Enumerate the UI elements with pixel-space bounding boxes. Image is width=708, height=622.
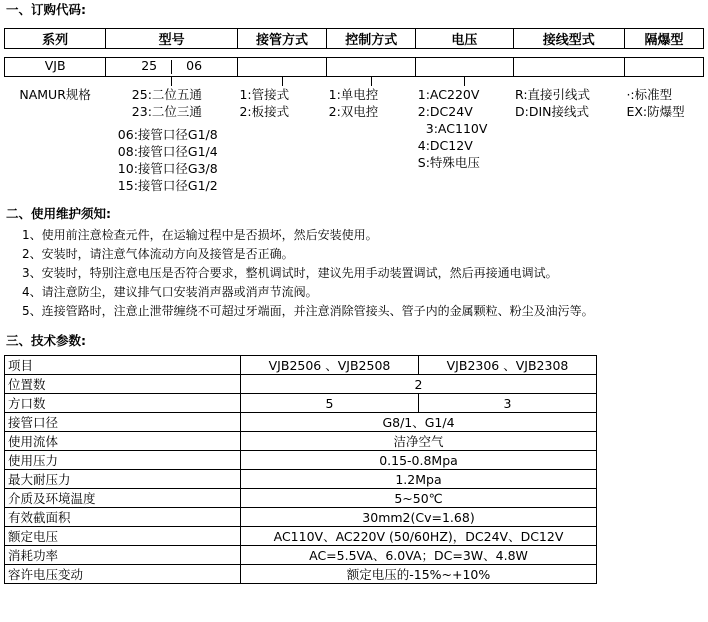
pipe-option-1: 2:板接式 (239, 104, 290, 119)
header-control-type: 控制方式 (327, 29, 416, 49)
voltage-option-3: 4:DC12V (417, 138, 473, 153)
control-option-1: 2:双电控 (328, 104, 379, 119)
code-box-control-type (327, 58, 416, 77)
spec-table (4, 355, 705, 584)
order-code-section-title: 一、订购代码: (6, 2, 86, 17)
spec-label-7: 有效截面积 (5, 508, 241, 527)
order-spacer-row-1 (5, 49, 704, 58)
table-row (5, 375, 705, 394)
code-model-divider (171, 60, 172, 74)
header-wiring-type: 接线型式 (513, 29, 624, 49)
spec-label-2: 接管口径 (5, 413, 241, 432)
spec-label-9: 消耗功率 (5, 546, 241, 565)
order-code-table (4, 28, 704, 194)
spec-section (0, 331, 708, 584)
control-options-cell (327, 86, 416, 194)
spec-header-item: 项目 (5, 356, 241, 375)
notes-section (0, 204, 708, 321)
table-row (5, 546, 705, 565)
order-options-row (5, 86, 704, 194)
model-option-5: 10:接管口径G3/8 (117, 161, 218, 176)
spec-label-10: 容许电压变动 (5, 565, 241, 584)
model-option-4: 08:接管口径G1/4 (117, 144, 218, 159)
table-row (5, 527, 705, 546)
header-explosion-proof: 隔爆型 (624, 29, 703, 49)
header-pipe-type: 接管方式 (237, 29, 326, 49)
spec-header-col1: VJB2506 、VJB2508 (241, 356, 419, 375)
spec-value-10: 额定电压的-15%~+10% (241, 565, 597, 584)
voltage-option-2: 3:AC110V (425, 121, 488, 136)
table-row (5, 451, 705, 470)
spec-value-1b: 3 (419, 394, 597, 413)
model-options-cell (106, 86, 238, 194)
model-option-0: 25:二位五通 (131, 87, 202, 102)
order-tick-row (5, 77, 704, 87)
code-box-wiring-type (513, 58, 624, 77)
explosion-options-cell (624, 86, 703, 194)
explosion-option-0: ·:标准型 (626, 87, 673, 102)
spec-header-col2: VJB2306 、VJB2308 (419, 356, 597, 375)
code-box-pipe-type (237, 58, 326, 77)
order-code-boxes-row (5, 58, 704, 77)
spec-value-0: 2 (241, 375, 597, 394)
spec-value-2: G8/1、G1/4 (241, 413, 597, 432)
tick-pipe (282, 77, 283, 86)
code-box-series: VJB (5, 58, 106, 77)
table-row (5, 394, 705, 413)
model-option-3: 06:接管口径G1/8 (117, 127, 218, 142)
note-line-1: 1、使用前注意检查元件，在运输过程中是否损坏，然后安装使用。 (22, 228, 378, 242)
pipe-options-cell (237, 86, 326, 194)
table-row (5, 565, 705, 584)
header-model: 型号 (106, 29, 238, 49)
spec-value-1a: 5 (241, 394, 419, 413)
spec-label-5: 最大耐压力 (5, 470, 241, 489)
spec-label-4: 使用压力 (5, 451, 241, 470)
spec-label-8: 额定电压 (5, 527, 241, 546)
table-row (5, 508, 705, 527)
explosion-option-1: EX:防爆型 (626, 104, 685, 119)
code-box-model (106, 58, 238, 77)
spec-value-6: 5~50℃ (241, 489, 597, 508)
spec-label-3: 使用流体 (5, 432, 241, 451)
table-row (5, 470, 705, 489)
spec-value-9: AC=5.5VA、6.0VA；DC=3W、4.8W (241, 546, 597, 565)
notes-section-title: 二、使用维护须知: (6, 206, 111, 221)
spec-value-3: 洁净空气 (241, 432, 597, 451)
voltage-option-0: 1:AC220V (417, 87, 480, 102)
note-line-5: 5、连接管路时，注意止泄带缠绕不可超过牙端面，并注意消除管接头、管子内的金属颗粒、粉尘及油污等。 (22, 304, 594, 318)
spec-value-4: 0.15-0.8Mpa (241, 451, 597, 470)
tick-model (171, 77, 172, 86)
order-header-row (5, 29, 704, 49)
voltage-option-1: 2:DC24V (417, 104, 473, 119)
table-row (5, 489, 705, 508)
wiring-option-1: D:DIN接线式 (515, 104, 590, 119)
model-option-1: 23:二位三通 (131, 104, 202, 119)
control-option-0: 1:单电控 (328, 87, 379, 102)
pipe-option-0: 1:管接式 (239, 87, 290, 102)
wiring-options-cell (513, 86, 624, 194)
series-note: NAMUR规格 (19, 87, 91, 102)
voltage-options-cell (416, 86, 513, 194)
note-line-4: 4、请注意防尘，建议排气口安装消声器或消声节流阀。 (22, 285, 318, 299)
spec-header-row (5, 356, 705, 375)
order-code-table-wrap (0, 22, 708, 194)
spec-header-filler (597, 356, 705, 375)
code-model-left: 25 (141, 58, 158, 73)
table-row (5, 432, 705, 451)
spec-label-6: 介质及环境温度 (5, 489, 241, 508)
code-box-explosion-proof (624, 58, 703, 77)
spec-label-0: 位置数 (5, 375, 241, 394)
note-line-3: 3、安装时，特别注意电压是否符合要求，整机调试时，建议先用手动装置调试，然后再接通电调试。 (22, 266, 558, 280)
code-model-right: 06 (186, 58, 203, 73)
spec-label-1: 方口数 (5, 394, 241, 413)
table-row (5, 413, 705, 432)
voltage-option-4: S:特殊电压 (417, 155, 480, 170)
spec-value-5: 1.2Mpa (241, 470, 597, 489)
header-voltage: 电压 (416, 29, 513, 49)
tick-control (371, 77, 372, 86)
series-options-cell (5, 86, 106, 194)
header-series: 系列 (5, 29, 106, 49)
tick-voltage (464, 77, 465, 86)
note-line-2: 2、安装时，请注意气体流动方向及接管是否正确。 (22, 247, 294, 261)
spec-section-title: 三、技术参数: (6, 333, 86, 348)
spec-value-7: 30mm2(Cv=1.68) (241, 508, 597, 527)
model-option-6: 15:接管口径G1/2 (117, 178, 218, 193)
wiring-option-0: R:直接引线式 (515, 87, 591, 102)
code-box-voltage (416, 58, 513, 77)
spec-value-8: AC110V、AC220V (50/60HZ)，DC24V、DC12V (241, 527, 597, 546)
